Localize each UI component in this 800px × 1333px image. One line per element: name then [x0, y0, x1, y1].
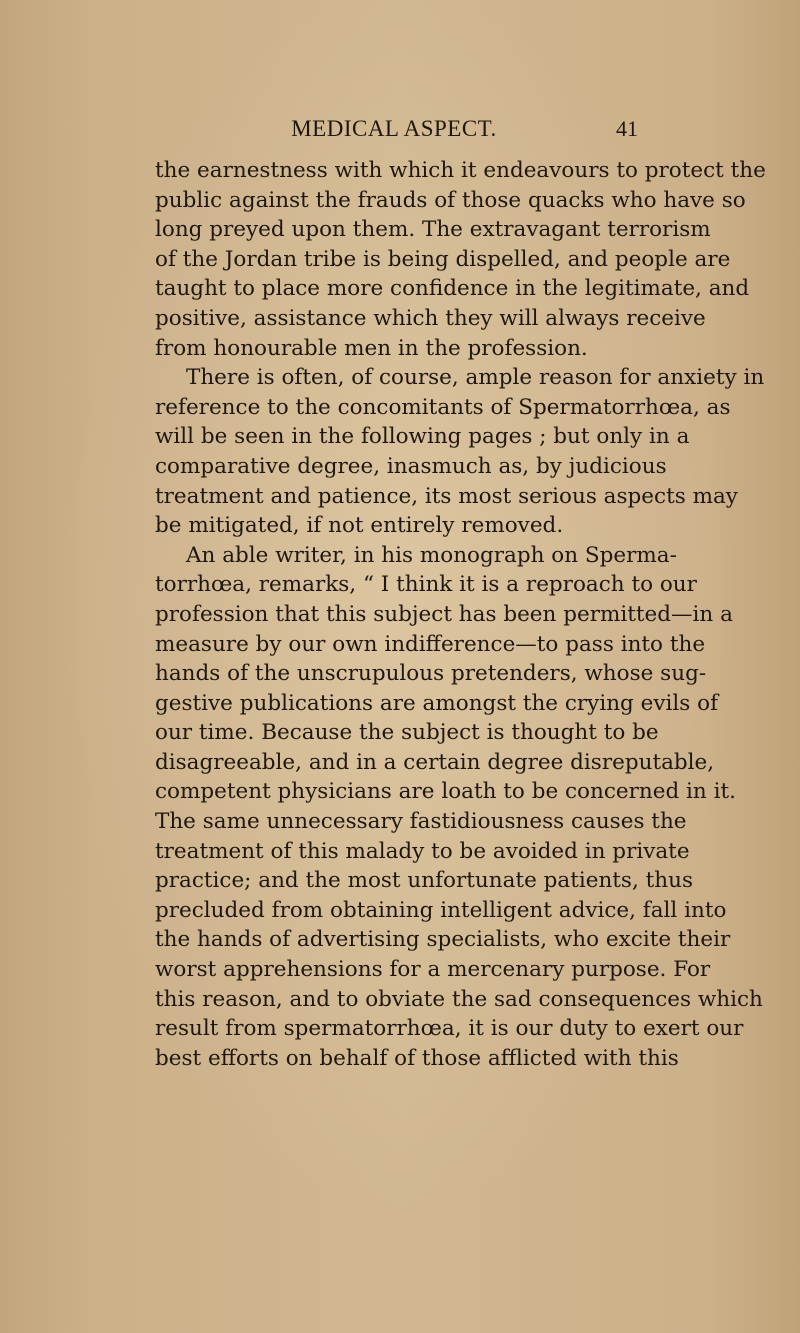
text-line: this reason, and to obviate the sad consequences which: [155, 986, 763, 1012]
text-line: the earnestness with which it endeavours to protect the: [155, 158, 766, 183]
text-line: practice; and the most unfortunate patients, thus: [155, 868, 694, 894]
text-line: treatment of this malady to be avoided in private: [155, 838, 690, 864]
text-line: hands of the unscrupulous pretenders, whose sug-: [155, 661, 707, 687]
text-line: competent physicians are loath to be concerned in it.: [155, 779, 736, 805]
text-line: long preyed upon them. The extravagant terrorism: [155, 217, 711, 243]
page-number: 41: [616, 116, 638, 141]
text-line: from honourable men in the profession.: [155, 335, 588, 361]
text-line: the hands of advertising specialists, who excite their: [155, 927, 731, 953]
text-line: There is often, of course, ample reason for anxiety in: [186, 365, 765, 391]
text-line: positive, assistance which they will always receive: [155, 305, 706, 331]
text-line: The same unnecessary fastidiousness causes the: [155, 809, 687, 835]
text-line: be mitigated, if not entirely removed.: [155, 513, 564, 539]
text-line: gestive publications are amongst the crying evils of: [155, 690, 719, 716]
text-line: result from spermatorrhœa, it is our duty to exert our: [155, 1016, 744, 1042]
running-head: [150, 116, 638, 148]
text-line: reference to the concomitants of Spermatorrhœa, as: [155, 394, 731, 420]
text-line: our time. Because the subject is thought to be: [155, 720, 659, 746]
chapter-heading: MEDICAL ASPECT.: [291, 116, 497, 141]
text-line: worst apprehensions for a mercenary purpose. For: [155, 957, 711, 983]
text-line: will be seen in the following pages ; but only in a: [155, 424, 690, 450]
body-text: [155, 156, 766, 1073]
text-line: treatment and patience, its most serious aspects may: [155, 483, 738, 509]
text-line: comparative degree, inasmuch as, by judicious: [155, 453, 667, 479]
text-line: taught to place more confidence in the legitimate, and: [155, 276, 750, 302]
text-line: disagreeable, and in a certain degree disreputable,: [155, 749, 715, 775]
text-line: best efforts on behalf of those afflicted with this: [155, 1045, 679, 1071]
text-line: torrhœa, remarks, “ I think it is a reproach to our: [155, 572, 697, 598]
text-line: of the Jordan tribe is being dispelled, and people are: [155, 246, 731, 272]
text-line: precluded from obtaining intelligent advice, fall into: [155, 897, 727, 923]
text-line: measure by our own indifference—to pass into the: [155, 631, 706, 657]
text-line: profession that this subject has been permitted—in a: [155, 601, 733, 627]
text-line: public against the frauds of those quacks who have so: [155, 187, 746, 213]
text-line: An able writer, in his monograph on Sperma-: [186, 542, 677, 568]
